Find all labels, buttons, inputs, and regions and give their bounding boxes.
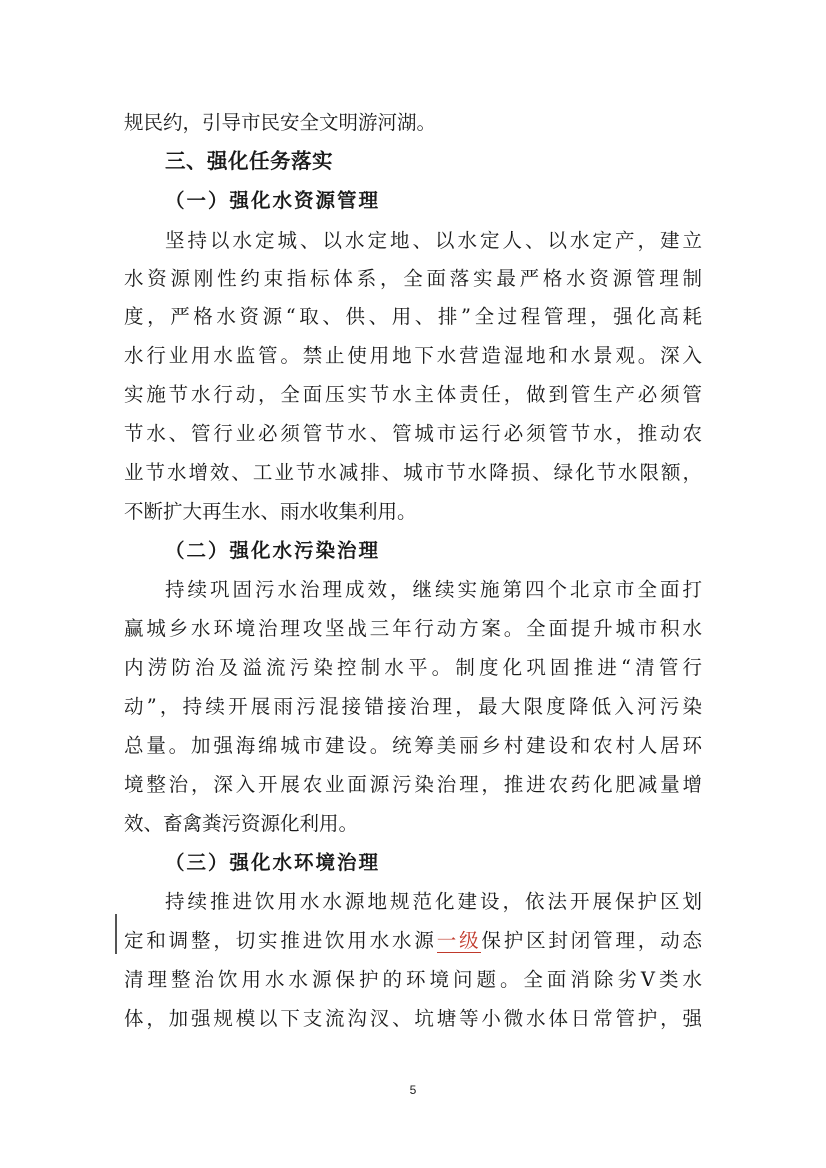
paragraph-line: 不断扩大再生水、雨水收集利用。 — [124, 500, 417, 523]
paragraph-line: 水行业用水监管。禁止使用地下水营造湿地和水景观。深入 — [124, 344, 702, 367]
subsection-heading: （一）强化水资源管理 — [165, 189, 381, 212]
paragraph-line: 赢城乡水环境治理攻坚战三年行动方案。全面提升城市积水 — [124, 617, 702, 640]
paragraph-line: 度，严格水资源“取、供、用、排”全过程管理，强化高耗 — [124, 305, 702, 328]
paragraph-line: 节水、管行业必须管节水、管城市运行必须管节水，推动农 — [124, 422, 702, 445]
paragraph-line: 规民约，引导市民安全文明游河湖。 — [124, 111, 437, 134]
paragraph-line-with-revision — [124, 926, 702, 956]
paragraph-line: 实施节水行动，全面压实节水主体责任，做到管生产必须管 — [124, 383, 702, 406]
inserted-text-revision[interactable]: 一级 — [436, 929, 482, 952]
text-run: 保护区封闭管理，动态 — [481, 929, 702, 952]
page-number: 5 — [409, 1083, 417, 1097]
paragraph-line: 业节水增效、工业节水减排、城市节水降损、绿化节水限额， — [124, 461, 702, 484]
section-heading: 三、强化任务落实 — [165, 149, 333, 173]
text-run: 定和调整，切实推进饮用水水源 — [124, 929, 437, 952]
paragraph-line: 境整治，深入开展农业面源污染治理，推进农药化肥减量增 — [124, 773, 702, 796]
paragraph-line: 清理整治饮用水水源保护的环境问题。全面消除劣Ⅴ类水 — [124, 968, 702, 991]
paragraph-line: 总量。加强海绵城市建设。统筹美丽乡村建设和农村人居环 — [124, 734, 702, 757]
paragraph-line: 持续巩固污水治理成效，继续实施第四个北京市全面打 — [165, 578, 702, 601]
paragraph-line: 内涝防治及溢流污染控制水平。制度化巩固推进“清管行 — [124, 656, 702, 679]
paragraph-line: 效、畜禽粪污资源化利用。 — [124, 812, 359, 835]
subsection-heading: （二）强化水污染治理 — [165, 539, 381, 562]
paragraph-line: 体，加强规模以下支流沟汊、坑塘等小微水体日常管护，强 — [124, 1007, 702, 1030]
paragraph-line: 水资源刚性约束指标体系，全面落实最严格水资源管理制 — [124, 267, 702, 290]
revision-change-bar — [115, 914, 117, 954]
paragraph-line: 动”，持续开展雨污混接错接治理，最大限度降低入河污染 — [124, 695, 702, 718]
paragraph-line: 坚持以水定城、以水定地、以水定人、以水定产，建立 — [165, 229, 702, 252]
subsection-heading: （三）强化水环境治理 — [165, 851, 381, 874]
paragraph-line: 持续推进饮用水水源地规范化建设，依法开展保护区划 — [165, 890, 702, 913]
